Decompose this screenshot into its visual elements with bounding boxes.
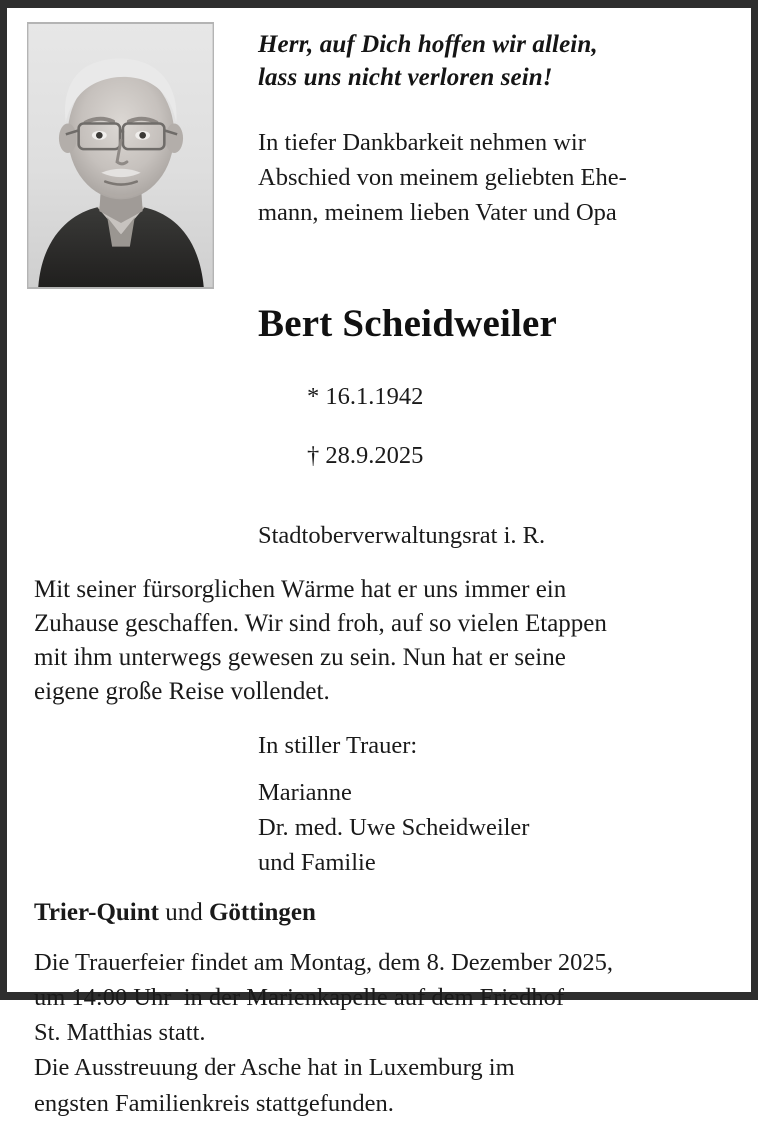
places-line <box>27 897 731 928</box>
mourners-lead: In stiller Trauer: <box>258 732 418 760</box>
eulogy-line-2: Zuhause geschaffen. Wir sind froh, auf so vielen Etappen <box>34 610 607 638</box>
service-line-1: Die Trauerfeier findet am Montag, dem 8. Dezember 2025, <box>34 948 613 976</box>
place-first: Trier-Quint <box>34 899 159 927</box>
service-line-3: St. Matthias statt. <box>34 1019 206 1047</box>
service-details <box>27 945 731 1051</box>
ashes-details <box>27 1050 731 1121</box>
notice-inner <box>7 8 751 1117</box>
service-line-2: um 14:00 Uhr in der Marienkapelle auf dem Friedhof <box>34 983 565 1011</box>
deceased-block <box>258 303 731 551</box>
mourners-block <box>258 731 731 880</box>
intro-line-1: In tiefer Dankbarkeit nehmen wir <box>258 129 586 156</box>
portrait-image <box>29 24 212 287</box>
deceased-name: Bert Scheidweiler <box>258 302 558 345</box>
mourner-2: Dr. med. Uwe Scheidweiler <box>258 813 530 841</box>
epigraph <box>258 28 731 94</box>
header-text <box>214 22 731 230</box>
eulogy-line-4: eigene große Reise vollendet. <box>34 678 330 706</box>
intro-text <box>258 126 731 230</box>
ashes-line-2: engsten Familienkreis stattgefunden. <box>34 1089 394 1117</box>
profession: Stadtoberverwaltungsrat i. R. <box>258 521 546 549</box>
epigraph-line-1: Herr, auf Dich hoffen wir allein, <box>258 31 598 58</box>
ashes-line-1: Die Ausstreuung der Asche hat in Luxemburg im <box>34 1054 515 1082</box>
portrait-photo <box>27 22 214 289</box>
places-conjunction: und <box>158 899 209 927</box>
intro-line-3: mann, meinem lieben Vater und Opa <box>258 198 617 226</box>
mourner-1: Marianne <box>258 779 352 807</box>
place-second: Göttingen <box>208 899 316 927</box>
mourner-3: und Familie <box>258 848 376 876</box>
intro-line-2: Abschied von meinem geliebten Ehe- <box>258 163 627 191</box>
life-dates <box>258 353 731 500</box>
eulogy-line-3: mit ihm unterwegs gewesen zu sein. Nun hat er seine <box>34 644 566 672</box>
eulogy-text <box>27 573 731 709</box>
death-date: † 28.9.2025 <box>307 442 424 470</box>
epigraph-line-2: lass uns nicht verloren sein! <box>258 64 553 91</box>
birth-date: * 16.1.1942 <box>307 383 424 411</box>
header-row <box>27 22 731 289</box>
eulogy-line-1: Mit seiner fürsorglichen Wärme hat er uns immer ein <box>34 576 567 604</box>
mourners-names <box>258 776 731 880</box>
